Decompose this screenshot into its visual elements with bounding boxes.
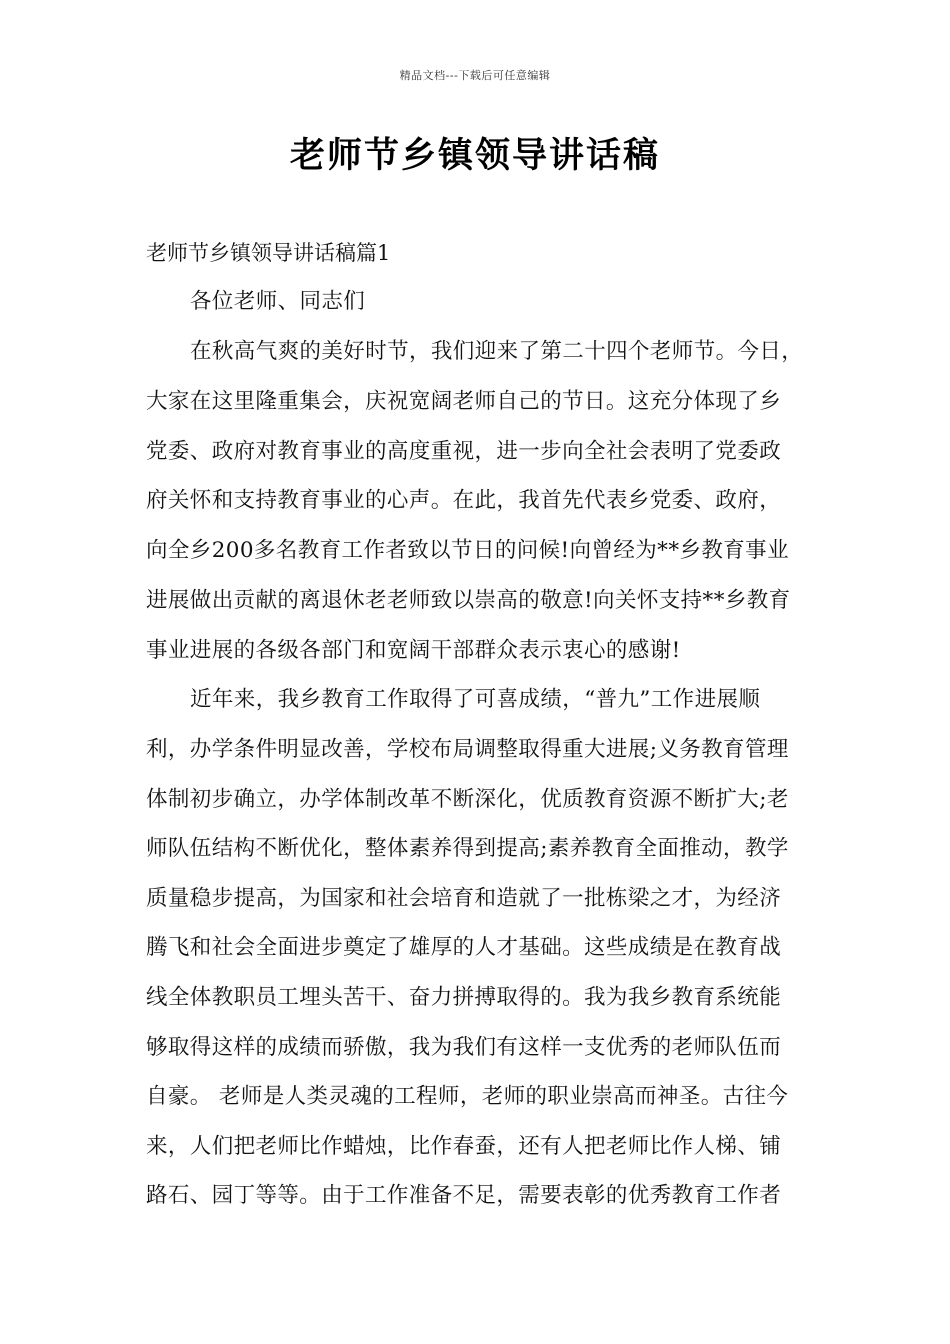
paragraph-line: 体制初步确立，办学体制改革不断深化，优质教育资源不断扩大;老 [146,787,789,812]
paragraph-line: 来，人们把老师比作蜡烛，比作春蚕，还有人把老师比作人梯、铺 [146,1134,782,1159]
paragraph-line: 党委、政府对教育事业的高度重视，进一步向全社会表明了党委政 [146,439,782,464]
paragraph-line: 事业进展的各级各部门和宽阔干部群众表示衷心的感谢! [146,638,681,663]
paragraph-line: 师队伍结构不断优化，整体素养得到提高;素养教育全面推动，教学 [146,836,789,861]
paragraph-line: 利，办学条件明显改善，学校布局调整取得重大进展;义务教育管理 [146,737,789,762]
paragraph-line: 质量稳步提高，为国家和社会培育和造就了一批栋梁之才，为经济 [146,886,782,911]
paragraph-line: 在秋高气爽的美好时节，我们迎来了第二十四个老师节。今日， [190,339,804,364]
paragraph-line: 府关怀和支持教育事业的心声。在此，我首先代表乡党委、政府， [146,488,782,513]
header-note: 精品文档---下载后可任意编辑 [399,69,551,82]
section-heading: 老师节乡镇领导讲话稿篇1 [146,241,391,265]
paragraph-line: 进展做出贡献的离退休老老师致以崇高的敬意!向关怀支持**乡教育 [146,588,791,613]
paragraph-line: 近年来，我乡教育工作取得了可喜成绩，“普九”工作进展顺 [190,687,761,712]
document-title: 老师节乡镇领导讲话稿 [289,135,660,176]
paragraph-line: 自豪。 老师是人类灵魂的工程师，老师的职业崇高而神圣。古往今 [146,1084,789,1109]
salutation-line: 各位老师、同志们 [190,289,366,314]
paragraph-line: 路石、园丁等等。由于工作准备不足，需要表彰的优秀教育工作者 [146,1183,782,1208]
paragraph-line: 够取得这样的成绩而骄傲，我为我们有这样一支优秀的老师队伍而 [146,1035,782,1060]
paragraph-line: 线全体教职员工埋头苦干、奋力拼搏取得的。我为我乡教育系统能 [146,985,782,1010]
paragraph-line: 大家在这里隆重集会，庆祝宽阔老师自己的节日。这充分体现了乡 [146,389,782,414]
paragraph-line: 向全乡200多名教育工作者致以节日的问候!向曾经为**乡教育事业 [146,538,789,563]
paragraph-line: 腾飞和社会全面进步奠定了雄厚的人才基础。这些成绩是在教育战 [146,935,782,960]
